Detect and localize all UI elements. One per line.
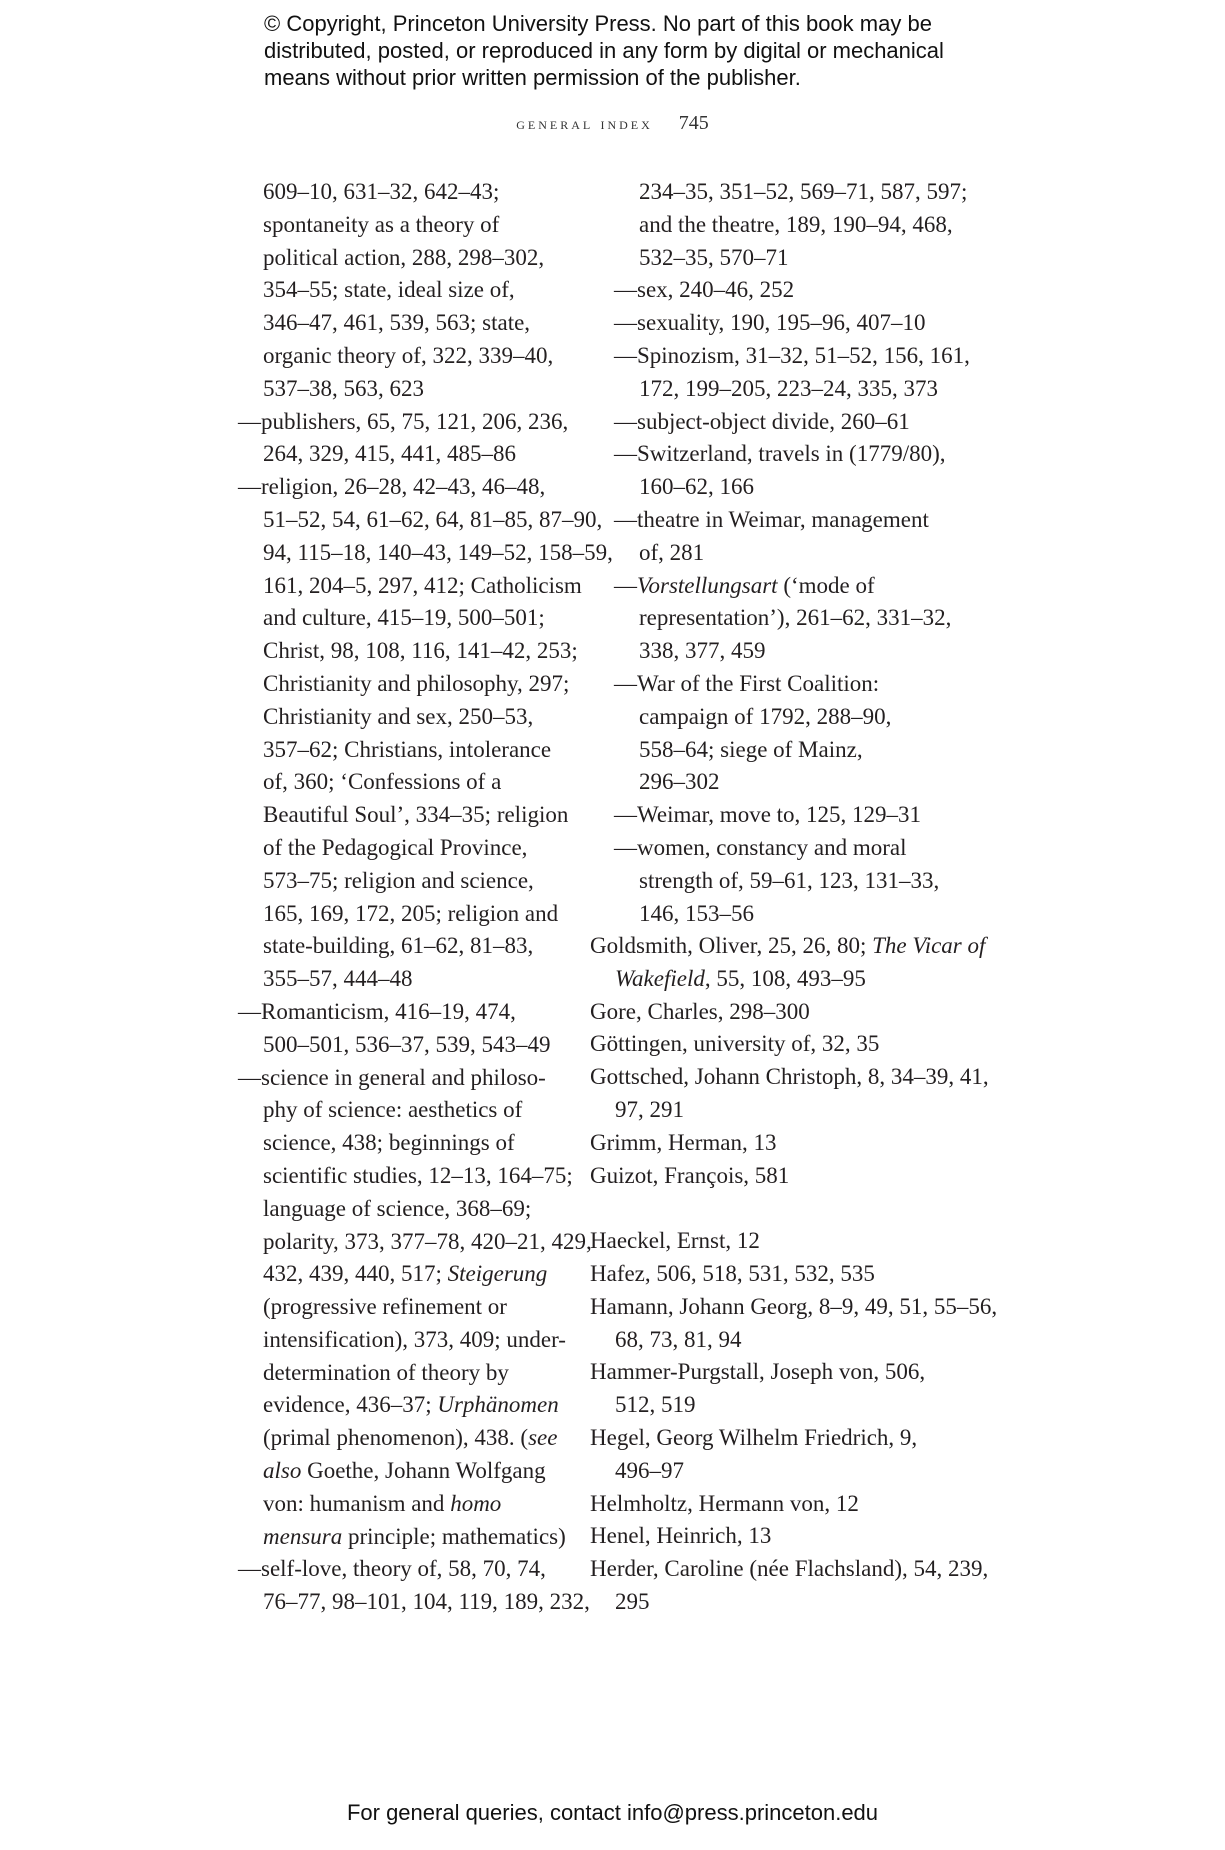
index-headword: Hegel, Georg Wilhelm Friedrich, 9, (590, 1424, 918, 1450)
index-line: 357–62; Christians, intolerance (263, 736, 552, 762)
index-line: 500–501, 536–37, 539, 543–49 (263, 1031, 551, 1057)
index-headword: Henel, Heinrich, 13 (590, 1523, 772, 1549)
index-italic: Steigerung (447, 1261, 548, 1287)
index-line: 51–52, 54, 61–62, 64, 81–85, 87–90, (263, 506, 603, 532)
index-line (238, 1422, 578, 1455)
index-column-right-headwords (590, 930, 1010, 1619)
index-italic: see (528, 1425, 558, 1451)
index-headword: Grimm, Herman, 13 (590, 1129, 777, 1155)
index-line: phy of science: aesthetics of (263, 1097, 523, 1123)
index-entry (614, 570, 1034, 603)
index-line: 295 (615, 1588, 650, 1614)
index-line (590, 963, 1010, 996)
index-line: 558–64; siege of Mainz, (639, 736, 863, 762)
index-line: scientific studies, 12–13, 164–75; (263, 1162, 573, 1188)
index-headword: Göttingen, university of, 32, 35 (590, 1031, 880, 1057)
index-italic: also (263, 1458, 302, 1484)
index-line: 346–47, 461, 539, 563; state, (263, 310, 531, 336)
index-entry: —Switzerland, travels in (1779/80), (614, 441, 946, 467)
index-line: Beautiful Soul’, 334–35; religion (263, 802, 569, 828)
index-italic: Wakefield (615, 965, 705, 991)
index-headword: Gore, Charles, 298–300 (590, 998, 810, 1024)
index-line: campaign of 1792, 288–90, (639, 703, 892, 729)
index-entry: —publishers, 65, 75, 121, 206, 236, (238, 408, 569, 434)
index-line: 234–35, 351–52, 569–71, 587, 597; (639, 179, 968, 204)
index-italic: Vorstellungsart (637, 572, 778, 598)
index-line: 512, 519 (615, 1392, 696, 1418)
index-line: Christ, 98, 108, 116, 141–42, 253; (263, 638, 578, 664)
index-line: and culture, 415–19, 500–501; (263, 605, 545, 631)
index-line: 68, 73, 81, 94 (615, 1326, 742, 1352)
index-text: , 55, 108, 493–95 (704, 965, 866, 991)
index-line: state-building, 61–62, 81–83, (263, 933, 534, 959)
index-headword: Haeckel, Ernst, 12 (590, 1228, 760, 1254)
index-line (238, 1258, 578, 1291)
index-entry: —science in general and philoso- (238, 1064, 546, 1090)
index-line: 172, 199–205, 223–24, 335, 373 (639, 375, 938, 401)
copyright-notice (264, 10, 1024, 91)
index-entry: —religion, 26–28, 42–43, 46–48, (238, 474, 546, 500)
index-line: 161, 204–5, 297, 412; Catholicism (263, 572, 582, 598)
copyright-line: © Copyright, Princeton University Press. No part of this book may be (264, 11, 932, 36)
index-line: 146, 153–56 (639, 900, 754, 926)
index-italic: The Vicar of (872, 933, 986, 958)
index-line: polarity, 373, 377–78, 420–21, 429, (263, 1228, 592, 1254)
index-line: 296–302 (639, 769, 720, 795)
index-line: 537–38, 563, 623 (263, 375, 424, 401)
index-line: 532–35, 570–71 (639, 244, 789, 270)
index-text: von: humanism and (263, 1490, 451, 1516)
index-line (238, 1521, 578, 1554)
index-text: 432, 439, 440, 517; (263, 1261, 442, 1287)
index-line: Christianity and philosophy, 297; (263, 670, 570, 696)
index-line: of the Pedagogical Province, (263, 834, 528, 860)
index-text: (‘mode of (777, 572, 875, 598)
running-head-title: general index (516, 114, 653, 133)
index-line: representation’), 261–62, 331–32, (639, 605, 952, 631)
index-entry: —War of the First Coalition: (614, 670, 880, 696)
index-line: Christianity and sex, 250–53, (263, 703, 534, 729)
index-line: science, 438; beginnings of (263, 1130, 515, 1156)
index-entry: —Spinozism, 31–32, 51–52, 156, 161, (614, 342, 970, 368)
index-text: evidence, 436–37; (263, 1392, 432, 1418)
index-text: — (614, 572, 637, 598)
index-line: organic theory of, 322, 339–40, (263, 342, 554, 368)
index-entry: —sexuality, 190, 195–96, 407–10 (614, 310, 926, 336)
index-line: 354–55; state, ideal size of, (263, 277, 515, 303)
index-headword: Gottsched, Johann Christoph, 8, 34–39, 41, (590, 1064, 989, 1090)
index-column-right (614, 176, 1034, 930)
index-line: 609–10, 631–32, 642–43; (263, 179, 500, 204)
index-line: intensification), 373, 409; under- (263, 1326, 566, 1352)
index-line: 264, 329, 415, 441, 485–86 (263, 441, 516, 467)
index-entry: —theatre in Weimar, management (614, 506, 929, 532)
index-line: and the theatre, 189, 190–94, 468, (639, 211, 953, 237)
index-entry: —sex, 240–46, 252 (614, 277, 795, 303)
index-line: of, 281 (639, 539, 705, 565)
index-line: 97, 291 (615, 1096, 684, 1122)
index-headword: Hafez, 506, 518, 531, 532, 535 (590, 1260, 875, 1286)
index-headword: Hamann, Johann Georg, 8–9, 49, 51, 55–56, (590, 1293, 998, 1319)
index-line: determination of theory by (263, 1359, 509, 1385)
index-line (238, 1488, 578, 1521)
index-line: 355–57, 444–48 (263, 966, 413, 992)
index-line (238, 1389, 578, 1422)
index-text: Goldsmith, Oliver, 25, 26, 80; (590, 933, 873, 958)
index-line: 160–62, 166 (639, 474, 754, 500)
index-italic: Urphänomen (437, 1392, 559, 1418)
index-entry: —women, constancy and moral (614, 834, 907, 860)
footer-contact: For general queries, contact info@press.princeton.edu (346, 1800, 879, 1825)
index-line: 94, 115–18, 140–43, 149–52, 158–59, (263, 539, 613, 565)
index-column-left (238, 176, 613, 1619)
copyright-line: means without prior written permission of the publisher. (264, 65, 801, 90)
index-headword: Helmholtz, Hermann von, 12 (590, 1490, 859, 1516)
index-headword (590, 930, 1010, 963)
index-italic: mensura (263, 1523, 343, 1549)
index-line (238, 1455, 578, 1488)
index-italic: homo (450, 1490, 502, 1516)
index-line: political action, 288, 298–302, (263, 244, 545, 270)
letter-gap (590, 1192, 1010, 1225)
index-line: language of science, 368–69; (263, 1195, 532, 1221)
index-line: spontaneity as a theory of (263, 211, 500, 237)
index-entry: —Weimar, move to, 125, 129–31 (614, 802, 922, 828)
index-headword: Guizot, François, 581 (590, 1162, 790, 1188)
index-entry: —Romanticism, 416–19, 474, (238, 998, 516, 1024)
index-headword: Herder, Caroline (née Flachsland), 54, 239, (590, 1556, 989, 1582)
index-line: (progressive refinement or (263, 1294, 507, 1320)
running-head (0, 112, 1225, 135)
index-line: of, 360; ‘Confessions of a (263, 769, 502, 795)
index-line: 573–75; religion and science, (263, 867, 534, 893)
index-text: (primal phenomenon), 438. ( (263, 1425, 529, 1451)
index-text: principle; mathematics) (342, 1523, 566, 1549)
index-line: strength of, 59–61, 123, 131–33, (639, 867, 940, 893)
index-line: 76–77, 98–101, 104, 119, 189, 232, (263, 1589, 590, 1615)
index-text: Goethe, Johann Wolfgang (301, 1458, 546, 1484)
index-line: 338, 377, 459 (639, 638, 766, 664)
copyright-line: distributed, posted, or reproduced in any form by digital or mechanical (264, 38, 944, 63)
index-line: 165, 169, 172, 205; religion and (263, 900, 559, 926)
index-line: 496–97 (615, 1457, 684, 1483)
index-entry: —subject-object divide, 260–61 (614, 408, 910, 434)
index-headword: Hammer-Purgstall, Joseph von, 506, (590, 1359, 926, 1385)
page-number: 745 (678, 112, 709, 134)
index-entry: —self-love, theory of, 58, 70, 74, (238, 1556, 546, 1582)
